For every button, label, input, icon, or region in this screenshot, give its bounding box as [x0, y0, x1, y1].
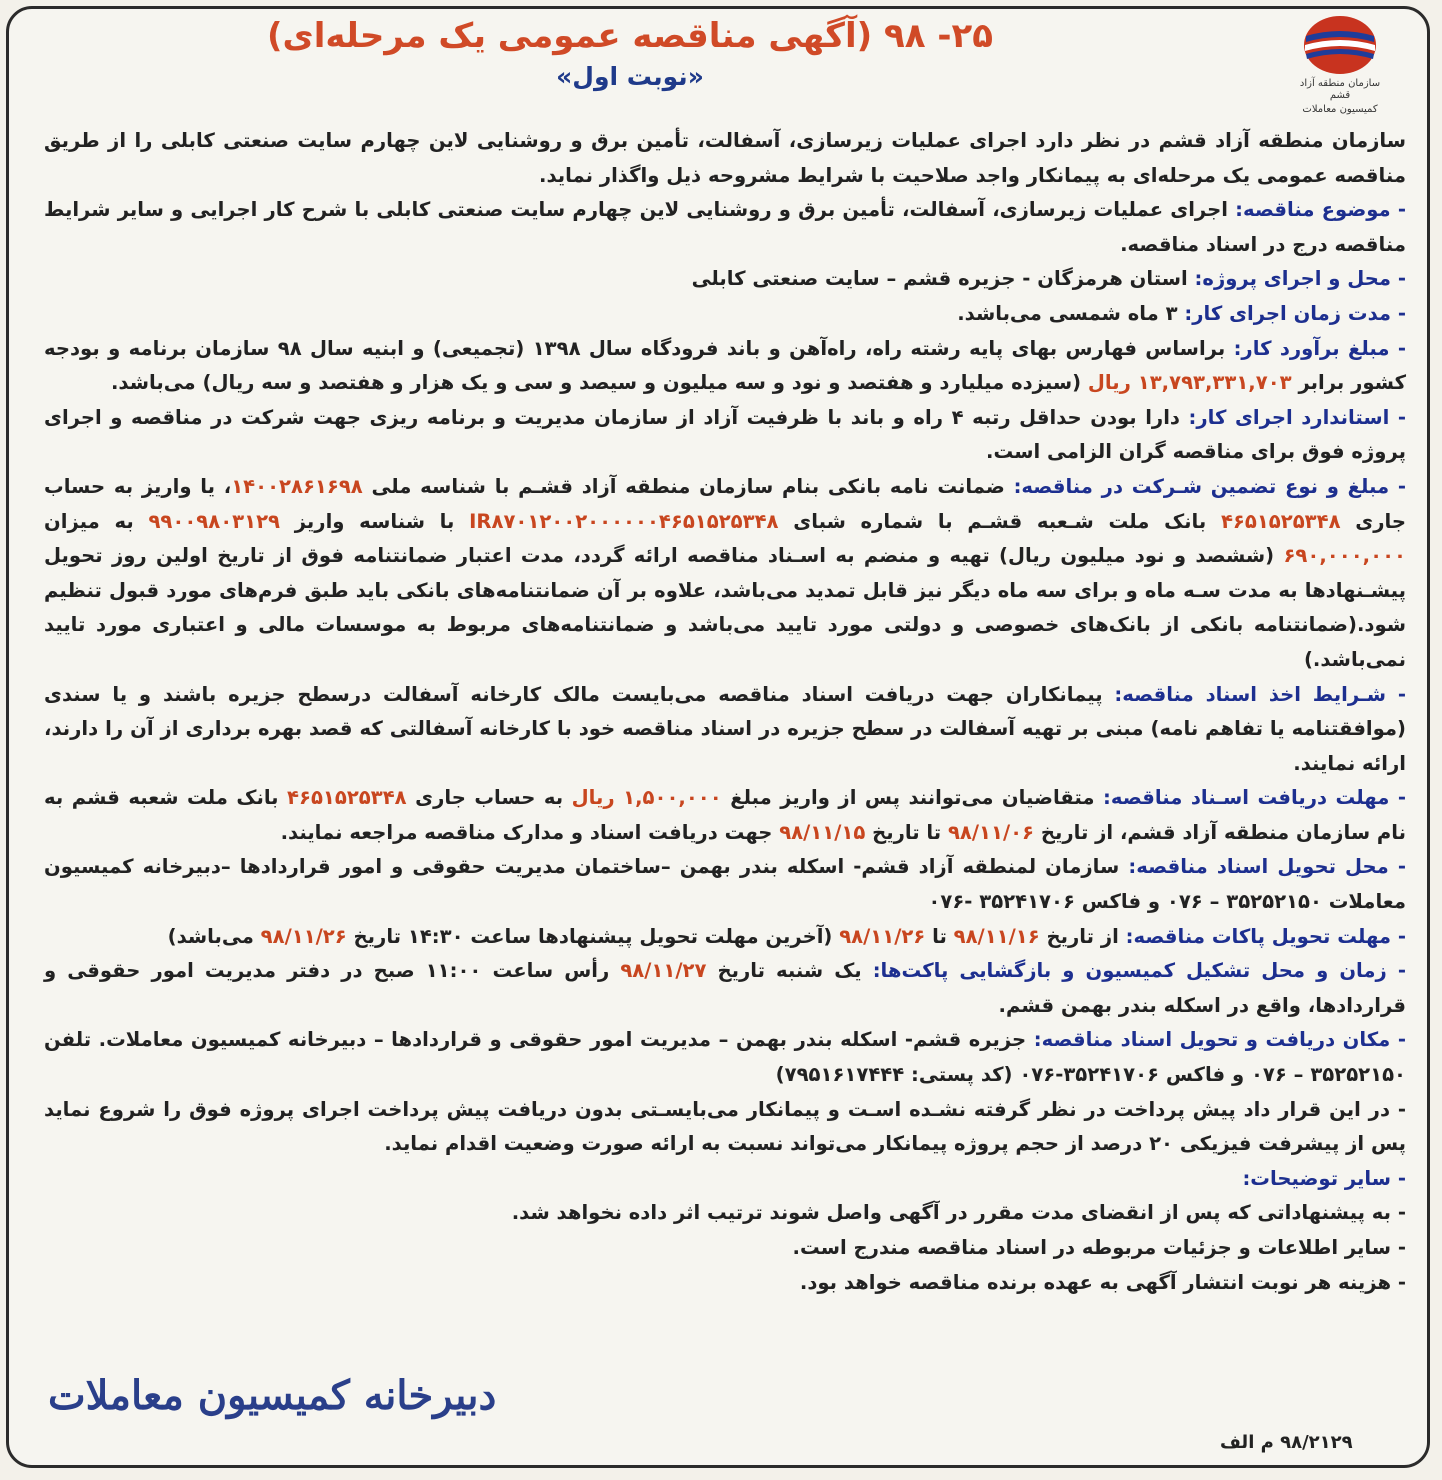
note-3: - هزینه هر نوبت انتشار آگهی به عهده برنده مناقصه خواهد بود. — [799, 1270, 1406, 1294]
ad-title: (آگهی مناقصه عمومی یک مرحله‌ای) ۲۵- ۹۸ — [266, 16, 993, 56]
receive-label: - مهلت دریافت اسـناد مناقصه: — [1103, 786, 1406, 810]
packet-date-to: ۹۸/۱۱/۲۶ — [839, 924, 926, 948]
qeshm-free-zone-logo-icon — [1302, 14, 1378, 76]
packet-date-from: ۹۸/۱۱/۱۶ — [953, 924, 1040, 948]
guarantee-text-5: به میزان — [44, 509, 149, 533]
other-notes-heading — [44, 1162, 1406, 1197]
estimate-text-1: براساس فهارس بهای پایه رشته راه، راه‌آهن و باند فرودگاه سال ۱۳۹۸ (تجمیعی) و ابنیه سال ۹۸ سازمان برنامه و بودجه کشور برابر — [44, 336, 1406, 395]
commission-signature: دبیرخانه کمیسیون معاملات — [48, 1372, 497, 1419]
standard-text: دارا بودن حداقل رتبه ۴ راه و باند با ظرفیت آزاد از سازمان مدیریت و برنامه ریزی جهت شرکت در مناقصه و اجرای پروژه فوق برای مناقصه گران الزامی است. — [44, 405, 1406, 464]
packet-date-last: ۹۸/۱۱/۲۶ — [260, 924, 347, 948]
receive-amount: ۱,۵۰۰,۰۰۰ ریال — [571, 786, 722, 810]
guarantee-deposit-id: ۹۹۰۰۹۸۰۳۱۲۹ — [148, 509, 281, 533]
conditions-label: - شـرایط اخذ اسناد مناقصه: — [1114, 682, 1406, 706]
guarantee-sheba: IR۸۷۰۱۲۰۰۲۰۰۰۰۰۰۴۶۵۱۵۲۵۳۴۸ — [469, 509, 779, 533]
guarantee-label: - مبلغ و نوع تضمین شـرکت در مناقصه: — [1013, 474, 1407, 498]
packet-item — [44, 920, 1406, 955]
location-text: استان هرمزگان - جزیره قشم – سایت صنعتی کابلی — [691, 267, 1195, 291]
receive-text-5: جهت دریافت اسناد و مدارک مناقصه مراجعه نمایند. — [280, 820, 780, 844]
receive-text-1: متقاضیان می‌توانند پس از واریز مبلغ — [721, 786, 1104, 810]
delivery-place-text: سازمان لمنطقه آزاد قشم- اسکله بندر بهمن –ساختمان مدیریت حقوقی و امور قراردادها –دبیرخانه کمیسیون معاملات ۳۵۲۵۲۱۵۰ – ۰۷۶ و فاکس ۳۵۲۴۱۷۰۶ -۰۷۶ — [44, 855, 1406, 914]
duration-item — [44, 297, 1406, 332]
guarantee-account: ۴۶۵۱۵۲۵۳۴۸ — [1220, 509, 1341, 533]
organization-logo — [1290, 14, 1390, 116]
subject-text: اجرای عملیات زیرسازی، آسفالت، تأمین برق و روشنایی لاین چهارم سایت صنعتی کابلی با شرح کار اجرایی و سایر شرایط مناقصه درج در اسناد مناقصه. — [44, 198, 1406, 256]
opening-date: ۹۸/۱۱/۲۷ — [620, 959, 707, 983]
estimate-amount: ۱۳,۷۹۳,۳۳۱,۷۰۳ ریال — [1087, 371, 1292, 395]
receive-text-3: بانک ملت شعبه قشم به نام سازمان منطقه آزاد قشم، از تاریخ — [44, 786, 1406, 844]
location-label: - محل و اجرای پروژه: — [1194, 267, 1406, 291]
receive-date-from: ۹۸/۱۱/۰۶ — [947, 820, 1035, 844]
guarantee-text-1: ضمانت نامه بانکی بنام سازمان منطقه آزاد قشـم با شناسه ملی — [362, 474, 1014, 498]
receive-item — [44, 781, 1406, 850]
location-item — [44, 262, 1406, 297]
ad-reference-number: ۹۸/۲۱۲۹ م الف — [1220, 1432, 1353, 1453]
receive-date-to: ۹۸/۱۱/۱۵ — [779, 820, 866, 844]
guarantee-text-4: با شناسه واریز — [280, 509, 470, 533]
ad-header — [250, 12, 1010, 94]
contact-text: جزیره قشم- اسکله بندر بهمن – مدیریت امور حقوقی و قراردادها – دبیرخانه کمیسیون معاملات. تلفن ۳۵۲۵۲۱۵۰ – ۰۷۶ و فاکس ۳۵۲۴۱۷۰۶-۰۷۶ (کد پستی: ۷۹۵۱۶۱۷۴۴۴) — [44, 1028, 1406, 1087]
delivery-place-label: - محل تحویل اسناد مناقصه: — [1128, 855, 1406, 879]
receive-text-4: تا تاریخ — [865, 820, 948, 844]
opening-item — [44, 954, 1406, 1023]
packet-text-1: از تاریخ — [1039, 924, 1126, 948]
note-1: - به پیشنهاداتی که پس از انقضای مدت مقرر در آگهی واصل شوند ترتیب اثر داده نخواهد شد. — [511, 1201, 1406, 1225]
estimate-item — [44, 332, 1406, 401]
packet-text-2: تا — [925, 924, 954, 948]
prepayment-item: - در این قرار داد پیش پرداخت در نظر گرفته نشـده اسـت و پیمانکار می‌بایسـتی بدون دریافت پیش پرداخت اجرای پروژه فوق را شروع نماید پس از پیشرفت فیزیکی ۲۰ درصد از حجم پروژه پیمانکار می‌تواند نسبت به ارائه صورت وضعیت اقدام نماید. — [44, 1097, 1406, 1156]
packet-text-3: (آخرین مهلت تحویل پیشنهادها ساعت ۱۴:۳۰ تاریخ — [346, 924, 840, 948]
opening-text-2: رأس ساعت ۱۱:۰۰ صبح در دفتر مدیریت امور حقوقی و قراردادها، واقع در اسکله بندر بهمن قشم. — [44, 959, 1406, 1017]
contact-item — [44, 1023, 1406, 1092]
other-label: - سایر توضیحات: — [1242, 1166, 1406, 1190]
ad-body — [44, 124, 1406, 1300]
opening-label: - زمان و محل تشکیل کمیسیون و بازگشایی پاکت‌ها: — [872, 959, 1406, 983]
packet-label: - مهلت تحویل پاکات مناقصه: — [1125, 924, 1406, 948]
estimate-label: - مبلغ برآورد کار: — [1233, 336, 1406, 360]
guarantee-text-2: ، یا واریز به حساب جاری — [44, 474, 1407, 533]
intro-paragraph: سازمان منطقه آزاد قشم در نظر دارد اجرای عملیات زیرسازی، آسفالت، تأمین برق و روشنایی لاین چهارم سایت صنعتی کابلی را از طریق مناقصه عمومی یک مرحله‌ای به پیمانکار واجد صلاحیت با شرایط مشروحه ذیل واگذار نماید. — [44, 129, 1406, 187]
standard-label: - استاندارد اجرای کار: — [1188, 405, 1407, 429]
guarantee-text-3: بانک ملت شـعبه قشـم با شماره شبای — [778, 509, 1221, 533]
ad-subtitle: «نوبت اول» — [556, 62, 704, 91]
guarantee-text-6: (ششصد و نود میلیون ریال) تهیه و منضم به اسـناد مناقصه ارائه گردد، مدت اعتبار ضمانتنامه فوق از تاریخ اولین روز تحویل پیشـنهادها به مدت سـه ماه و برای سه ماه دیگر نیز قابل تمدید می‌باشد، علاوه بر آن ضمانتنامه‌های بانکی باید طبق فرم‌های مورد قبول تنظیم شود.(ضمانتنامه بانکی از بانک‌های خصوصی و دولتی مورد تایید می‌باشد و ضمانتنامه‌های مربوط به موسسات مالی و اعتباری مورد تایید نمی‌باشد.) — [44, 544, 1406, 671]
note-2: - سایر اطلاعات و جزئیات مربوطه در اسناد مناقصه مندرج است. — [792, 1236, 1406, 1259]
logo-caption-1: سازمان منطقه آزاد قشم — [1299, 78, 1381, 101]
opening-text-1: یک شنبه تاریخ — [706, 959, 873, 983]
standard-item — [44, 401, 1406, 470]
guarantee-amount: ۶۹۰,۰۰۰,۰۰۰ — [1283, 544, 1406, 568]
conditions-text: پیمانکاران جهت دریافت اسناد مناقصه می‌بایست مالک کارخانه آسفالت درسطح جزیره باشند و یا سندی (موافقتنامه یا تفاهم نامه) مبنی بر تهیه آسفالت در سطح جزیره در اسناد مناقصه خود با کارخانه آسفالتی که قصد بهره برداری از آن را دارند، ارائه نمایند. — [44, 682, 1406, 775]
packet-text-4: می‌باشد) — [167, 924, 261, 948]
duration-text: ۳ ماه شمسی می‌باشد. — [957, 301, 1185, 325]
receive-text-2: به حساب جاری — [406, 786, 572, 810]
duration-label: - مدت زمان اجرای کار: — [1184, 301, 1406, 325]
subject-label: - موضوع مناقصه: — [1235, 198, 1406, 222]
delivery-place-item — [44, 850, 1406, 919]
contact-label: - مکان دریافت و تحویل اسناد مناقصه: — [1033, 1028, 1406, 1052]
receive-account: ۴۶۵۱۵۲۵۳۴۸ — [287, 786, 407, 810]
guarantee-national-id: ۱۴۰۰۲۸۶۱۶۹۸ — [231, 474, 363, 498]
conditions-item — [44, 678, 1406, 782]
logo-caption-2: کمیسیون معاملات — [1302, 104, 1378, 115]
guarantee-item — [44, 470, 1406, 678]
subject-item — [44, 193, 1406, 262]
estimate-text-2: (سیزده میلیارد و هفتصد و نود و سه میلیون و سیصد و سی و یک هزار و هفتصد و سه ریال) می‌باشد. — [110, 371, 1088, 395]
